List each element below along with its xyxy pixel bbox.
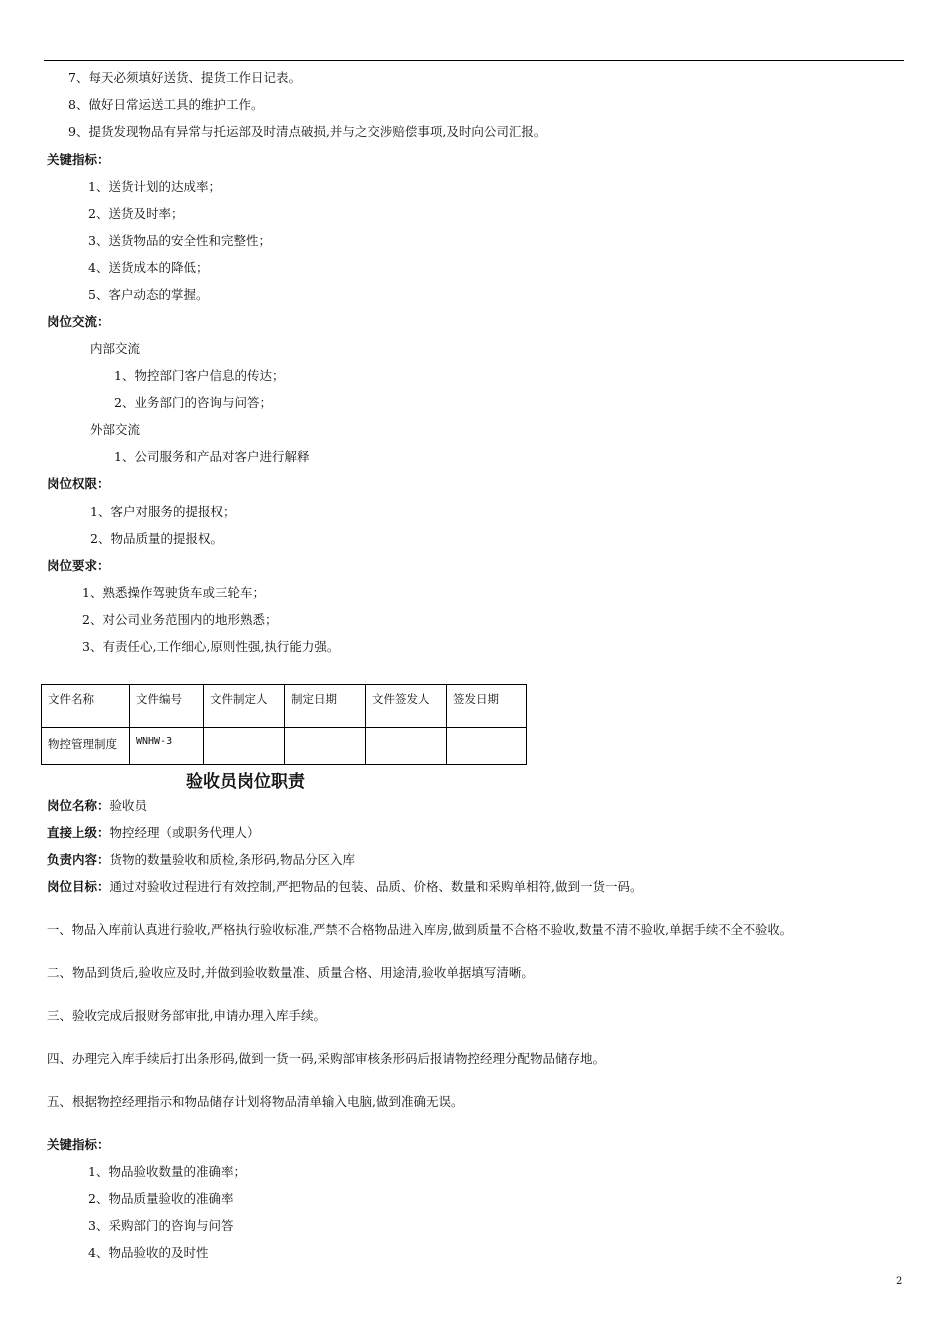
table-header-cell: 文件编号 (130, 685, 204, 728)
intro-item: 8、做好日常运送工具的维护工作。 (68, 97, 264, 112)
kpi-item: 5、客户动态的掌握。 (88, 287, 209, 302)
header-rule (44, 60, 904, 61)
field-label: 岗位名称： (47, 798, 110, 813)
external-label: 外部交流 (90, 422, 141, 437)
field-name (47, 798, 147, 814)
table-cell (366, 728, 447, 765)
duty-item: 二、物品到货后,验收应及时,并做到验收数量准、质量合格、用途清,验收单据填写清晰。 (47, 965, 534, 980)
field-duty (47, 852, 355, 868)
field-value: 货物的数量验收和质检,条形码,物品分区入库 (109, 852, 355, 867)
field-label: 岗位目标： (47, 879, 110, 894)
external-item: 1、公司服务和产品对客户进行解释 (114, 449, 310, 464)
requirement-item: 3、有责任心,工作细心,原则性强,执行能力强。 (82, 639, 340, 654)
table-header-cell: 文件制定人 (204, 685, 285, 728)
table-cell: 物控管理制度 (42, 728, 130, 765)
requirements-heading: 岗位要求： (47, 558, 110, 573)
intro-item: 7、每天必须填好送货、提货工作日记表。 (68, 70, 301, 85)
internal-item: 1、物控部门客户信息的传达； (114, 368, 285, 383)
field-value: 验收员 (109, 798, 148, 813)
kpi-heading: 关键指标： (47, 152, 110, 167)
field-value: 物控经理（或职务代理人） (109, 825, 260, 840)
kpi-item: 3、送货物品的安全性和完整性； (88, 233, 271, 248)
kpi2-heading: 关键指标： (47, 1137, 110, 1152)
table-cell (204, 728, 285, 765)
kpi-item: 1、送货计划的达成率； (88, 179, 221, 194)
authority-heading: 岗位权限： (47, 476, 110, 491)
communication-heading: 岗位交流： (47, 314, 110, 329)
duty-item: 五、根据物控经理指示和物品储存计划将物品清单输入电脑,做到准确无误。 (47, 1094, 464, 1109)
internal-label: 内部交流 (90, 341, 141, 356)
table-header-cell: 文件名称 (42, 685, 130, 728)
kpi-item: 4、送货成本的降低； (88, 260, 209, 275)
duty-item: 一、物品入库前认真进行验收,严格执行验收标准,严禁不合格物品进入库房,做到质量不合格不验收,数量不清不验收,单据手续不全不验收。 (47, 923, 793, 937)
requirement-item: 2、对公司业务范围内的地形熟悉； (82, 612, 278, 627)
field-goal (47, 879, 642, 895)
field-label: 负责内容： (47, 852, 110, 867)
duty-item: 四、办理完入库手续后打出条形码,做到一货一码,采购部审核条形码后报请物控经理分配物品储存地。 (47, 1051, 605, 1066)
page-number: 2 (896, 1276, 903, 1287)
table-cell (285, 728, 366, 765)
table-cell (447, 728, 527, 765)
duty-item: 三、验收完成后报财务部审批,申请办理入库手续。 (47, 1008, 326, 1023)
kpi2-item: 1、物品验收数量的准确率； (88, 1164, 246, 1179)
field-label: 直接上级： (47, 825, 110, 840)
internal-item: 2、业务部门的咨询与问答； (114, 395, 272, 410)
field-superior (47, 825, 260, 841)
table-cell: WNHW-3 (130, 728, 204, 765)
table-header-cell: 签发日期 (447, 685, 527, 728)
authority-item: 2、物品质量的提报权。 (90, 531, 223, 546)
document-info-table (41, 684, 527, 765)
table-row (42, 728, 527, 765)
section-title: 验收员岗位职责 (186, 772, 305, 792)
authority-item: 1、客户对服务的提报权； (90, 504, 236, 519)
intro-item: 9、提货发现物品有异常与托运部及时清点破损,并与之交涉赔偿事项,及时向公司汇报。 (68, 124, 547, 139)
kpi2-item: 4、物品验收的及时性 (88, 1245, 209, 1260)
kpi2-item: 2、物品质量验收的准确率 (88, 1191, 234, 1206)
requirement-item: 1、熟悉操作驾驶货车或三轮车； (82, 585, 265, 600)
kpi-item: 2、送货及时率； (88, 206, 184, 221)
table-header-cell: 制定日期 (285, 685, 366, 728)
table-header-row (42, 685, 527, 728)
field-value: 通过对验收过程进行有效控制,严把物品的包装、品质、价格、数量和采购单相符,做到一货一码。 (109, 879, 643, 894)
kpi2-item: 3、采购部门的咨询与问答 (88, 1218, 234, 1233)
table-header-cell: 文件签发人 (366, 685, 447, 728)
